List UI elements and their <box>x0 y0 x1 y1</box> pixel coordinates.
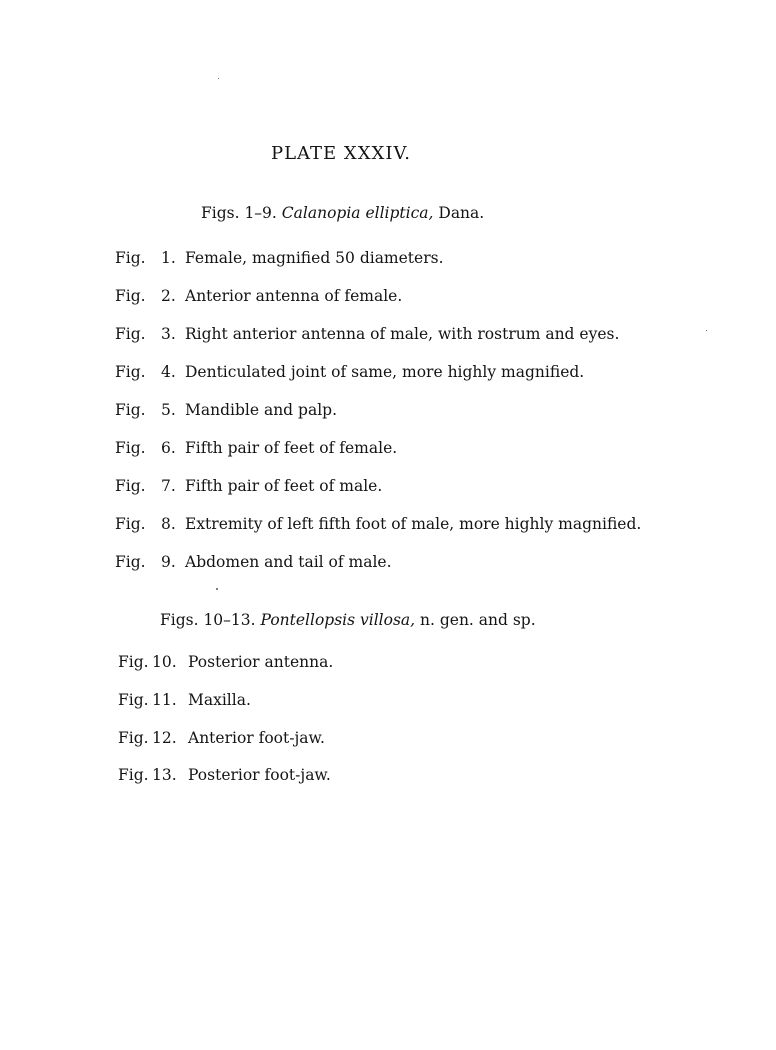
fig-description: Abdomen and tail of male. <box>185 553 392 571</box>
plate-title: PLATE XXXIV. <box>270 143 412 164</box>
section-heading <box>160 611 536 629</box>
fig-number: 13. <box>152 766 177 784</box>
fig-number: 4. <box>161 363 176 381</box>
fig-description: Maxilla. <box>188 691 251 709</box>
fig-description: Posterior antenna. <box>188 653 334 671</box>
species-name: Pontellopsis villosa, <box>260 611 416 629</box>
heading-figure-range: Figs. 10–13. <box>160 611 256 629</box>
figure-caption <box>115 249 444 267</box>
species-name: Calanopia elliptica, <box>281 204 434 222</box>
fig-description: Mandible and palp. <box>185 401 337 419</box>
figure-caption <box>115 325 619 343</box>
fig-description: Posterior foot-jaw. <box>188 766 331 784</box>
figure-caption <box>118 691 251 709</box>
species-author: n. gen. and sp. <box>420 611 536 629</box>
heading-figure-range: Figs. 1–9. <box>201 204 277 222</box>
figure-caption <box>115 515 641 533</box>
fig-description: Anterior foot-jaw. <box>188 729 325 747</box>
fig-label: Fig. <box>118 766 149 784</box>
fig-description: Anterior antenna of female. <box>185 287 403 305</box>
fig-number: 5. <box>161 401 176 419</box>
species-author: Dana. <box>438 204 485 222</box>
fig-number: 12. <box>152 729 177 747</box>
fig-label: Fig. <box>115 363 146 381</box>
figure-caption <box>115 401 337 419</box>
fig-number: 6. <box>161 439 176 457</box>
fig-number: 8. <box>161 515 176 533</box>
fig-description: Extremity of left fifth foot of male, more highly magnified. <box>185 515 642 533</box>
fig-description: Right anterior antenna of male, with rostrum and eyes. <box>185 325 620 343</box>
fig-number: 7. <box>161 477 176 495</box>
figure-caption <box>115 287 402 305</box>
fig-number: 1. <box>161 249 176 267</box>
figure-caption <box>118 653 333 671</box>
figure-caption <box>115 477 382 495</box>
figure-caption <box>115 553 392 571</box>
fig-description: Fifth pair of feet of male. <box>185 477 383 495</box>
fig-description: Fifth pair of feet of female. <box>185 439 398 457</box>
fig-label: Fig. <box>115 401 146 419</box>
fig-label: Fig. <box>118 653 149 671</box>
fig-label: Fig. <box>115 515 146 533</box>
scan-speck <box>218 78 219 79</box>
fig-number: 3. <box>161 325 176 343</box>
figure-caption <box>118 766 331 784</box>
fig-label: Fig. <box>115 553 146 571</box>
fig-number: 9. <box>161 553 176 571</box>
fig-label: Fig. <box>115 325 146 343</box>
fig-label: Fig. <box>118 729 149 747</box>
fig-number: 2. <box>161 287 176 305</box>
fig-label: Fig. <box>118 691 149 709</box>
fig-label: Fig. <box>115 287 146 305</box>
scan-speck <box>216 588 218 590</box>
fig-description: Female, magnified 50 diameters. <box>185 249 444 267</box>
fig-label: Fig. <box>115 477 146 495</box>
fig-description: Denticulated joint of same, more highly magnified. <box>185 363 585 381</box>
scan-speck <box>706 330 707 331</box>
fig-label: Fig. <box>115 249 146 267</box>
fig-number: 10. <box>152 653 177 671</box>
section-heading <box>201 204 484 222</box>
fig-label: Fig. <box>115 439 146 457</box>
figure-caption <box>115 363 584 381</box>
figure-caption <box>115 439 397 457</box>
fig-number: 11. <box>152 691 177 709</box>
figure-caption <box>118 729 325 747</box>
